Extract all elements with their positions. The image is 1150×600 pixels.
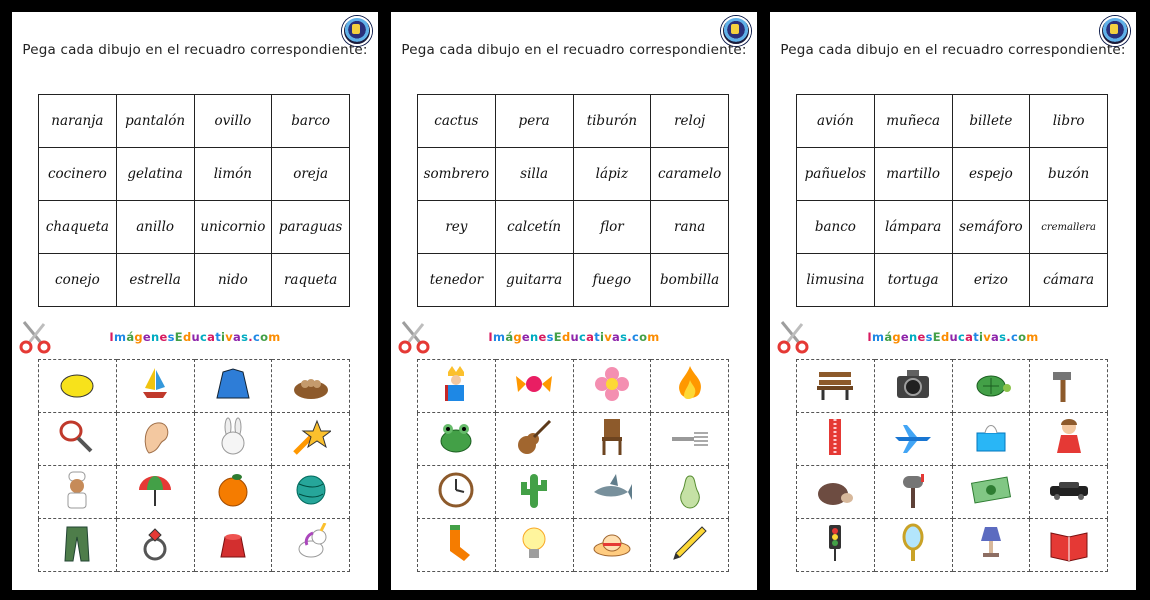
picture-cell xyxy=(194,413,272,466)
picture-cell xyxy=(116,519,194,572)
cactus-picture xyxy=(514,470,554,510)
word-cell: tenedor xyxy=(418,254,496,307)
picture-cell xyxy=(651,360,729,413)
website-label: ImágenesEducativas.com xyxy=(109,330,281,344)
word-row xyxy=(797,254,1108,307)
picture-row xyxy=(39,466,350,519)
picture-cell xyxy=(797,360,875,413)
ring-picture xyxy=(135,523,175,563)
bench-picture xyxy=(815,364,855,404)
picture-cell xyxy=(116,466,194,519)
picture-cell xyxy=(194,360,272,413)
picture-cell xyxy=(418,413,496,466)
tissues-picture xyxy=(971,417,1011,457)
picture-row xyxy=(797,466,1108,519)
shark-picture xyxy=(592,470,632,510)
picture-row xyxy=(39,519,350,572)
picture-cell xyxy=(116,360,194,413)
picture-cell xyxy=(39,519,117,572)
word-grid xyxy=(38,94,350,307)
unicorn-picture xyxy=(291,523,331,563)
picture-row xyxy=(418,466,729,519)
word-cell: banco xyxy=(797,201,875,254)
picture-cell xyxy=(874,360,952,413)
worksheet-2 xyxy=(391,12,757,590)
picture-row xyxy=(418,360,729,413)
airplane-picture xyxy=(893,417,933,457)
instruction-text: Pega cada dibujo en el recuadro correspondiente: xyxy=(780,42,1126,58)
word-row xyxy=(39,95,350,148)
word-cell: buzón xyxy=(1030,148,1108,201)
word-cell: limusina xyxy=(797,254,875,307)
word-row xyxy=(797,201,1108,254)
picture-cell xyxy=(651,466,729,519)
picture-grid xyxy=(417,359,729,572)
word-cell: conejo xyxy=(39,254,117,307)
jelly-picture xyxy=(213,523,253,563)
sock-picture xyxy=(436,523,476,563)
word-cell: libro xyxy=(1030,95,1108,148)
word-cell: naranja xyxy=(39,95,117,148)
chair-picture xyxy=(592,417,632,457)
picture-cell xyxy=(272,360,350,413)
picture-grid xyxy=(38,359,350,572)
word-cell: tiburón xyxy=(573,95,651,148)
yarn-ball-picture xyxy=(291,470,331,510)
word-cell: rey xyxy=(418,201,496,254)
picture-cell xyxy=(952,360,1030,413)
picture-cell xyxy=(116,413,194,466)
picture-cell xyxy=(797,519,875,572)
trousers-picture xyxy=(57,523,97,563)
worksheet-3 xyxy=(770,12,1136,590)
word-cell: barco xyxy=(272,95,350,148)
picture-cell xyxy=(797,466,875,519)
doll-picture xyxy=(1049,417,1089,457)
racket-picture xyxy=(57,417,97,457)
lemon-picture xyxy=(57,364,97,404)
picture-cell xyxy=(874,413,952,466)
picture-cell xyxy=(1030,360,1108,413)
pear-picture xyxy=(670,470,710,510)
word-cell: semáforo xyxy=(952,201,1030,254)
word-cell: pera xyxy=(495,95,573,148)
word-cell: chaqueta xyxy=(39,201,117,254)
hammer-picture xyxy=(1049,364,1089,404)
picture-cell xyxy=(418,519,496,572)
mirror-picture xyxy=(893,523,933,563)
umbrella-picture xyxy=(135,470,175,510)
picture-cell xyxy=(39,466,117,519)
word-cell: raqueta xyxy=(272,254,350,307)
word-cell: ovillo xyxy=(194,95,272,148)
word-row xyxy=(418,201,729,254)
word-cell: cámara xyxy=(1030,254,1108,307)
bunny-picture xyxy=(213,417,253,457)
word-cell: avión xyxy=(797,95,875,148)
word-grid xyxy=(796,94,1108,307)
picture-cell xyxy=(495,360,573,413)
word-cell: martillo xyxy=(874,148,952,201)
word-cell: flor xyxy=(573,201,651,254)
mailbox-picture xyxy=(893,470,933,510)
camera-picture xyxy=(893,364,933,404)
word-cell: pañuelos xyxy=(797,148,875,201)
word-cell: anillo xyxy=(116,201,194,254)
instruction-text: Pega cada dibujo en el recuadro correspondiente: xyxy=(401,42,747,58)
word-cell: tortuga xyxy=(874,254,952,307)
word-cell: cactus xyxy=(418,95,496,148)
picture-row xyxy=(418,413,729,466)
word-cell: pantalón xyxy=(116,95,194,148)
shooting-star-picture xyxy=(291,417,331,457)
word-row xyxy=(39,148,350,201)
word-cell: fuego xyxy=(573,254,651,307)
word-row xyxy=(418,95,729,148)
picture-cell xyxy=(495,413,573,466)
picture-cell xyxy=(418,466,496,519)
word-cell: oreja xyxy=(272,148,350,201)
picture-cell xyxy=(194,519,272,572)
word-cell: unicornio xyxy=(194,201,272,254)
picture-cell xyxy=(952,413,1030,466)
guitar-picture xyxy=(514,417,554,457)
word-cell: caramelo xyxy=(651,148,729,201)
picture-cell xyxy=(1030,519,1108,572)
ear-picture xyxy=(135,417,175,457)
picture-cell xyxy=(573,519,651,572)
word-cell: cocinero xyxy=(39,148,117,201)
picture-row xyxy=(797,413,1108,466)
word-row xyxy=(418,254,729,307)
word-row xyxy=(39,201,350,254)
picture-grid xyxy=(796,359,1108,572)
picture-cell xyxy=(495,519,573,572)
nest-picture xyxy=(291,364,331,404)
king-picture xyxy=(436,364,476,404)
word-cell: calcetín xyxy=(495,201,573,254)
limousine-picture xyxy=(1049,470,1089,510)
word-cell: guitarra xyxy=(495,254,573,307)
picture-cell xyxy=(272,519,350,572)
word-cell: billete xyxy=(952,95,1030,148)
picture-cell xyxy=(573,413,651,466)
word-cell: lápiz xyxy=(573,148,651,201)
flower-picture xyxy=(592,364,632,404)
word-cell: reloj xyxy=(651,95,729,148)
picture-row xyxy=(39,360,350,413)
picture-cell xyxy=(952,519,1030,572)
word-cell: espejo xyxy=(952,148,1030,201)
candy-picture xyxy=(514,364,554,404)
jacket-picture xyxy=(213,364,253,404)
picture-cell xyxy=(272,466,350,519)
picture-row xyxy=(418,519,729,572)
clock-picture xyxy=(436,470,476,510)
lightbulb-picture xyxy=(514,523,554,563)
word-row xyxy=(797,95,1108,148)
picture-cell xyxy=(39,360,117,413)
turtle-picture xyxy=(971,364,1011,404)
picture-cell xyxy=(495,466,573,519)
banknote-picture xyxy=(971,470,1011,510)
word-cell: lámpara xyxy=(874,201,952,254)
word-cell: gelatina xyxy=(116,148,194,201)
picture-cell xyxy=(194,466,272,519)
pencil-picture xyxy=(670,523,710,563)
word-row xyxy=(39,254,350,307)
traffic-light-picture xyxy=(815,523,855,563)
zipper-picture xyxy=(815,417,855,457)
word-cell: erizo xyxy=(952,254,1030,307)
picture-cell xyxy=(952,466,1030,519)
cook-picture xyxy=(57,470,97,510)
word-cell: estrella xyxy=(116,254,194,307)
picture-cell xyxy=(418,360,496,413)
word-cell: bombilla xyxy=(651,254,729,307)
website-label: ImágenesEducativas.com xyxy=(488,330,660,344)
word-row xyxy=(797,148,1108,201)
word-cell: silla xyxy=(495,148,573,201)
picture-cell xyxy=(272,413,350,466)
picture-cell xyxy=(39,413,117,466)
book-picture xyxy=(1049,523,1089,563)
picture-cell xyxy=(874,466,952,519)
picture-cell xyxy=(651,413,729,466)
lamp-picture xyxy=(971,523,1011,563)
picture-cell xyxy=(573,360,651,413)
instruction-text: Pega cada dibujo en el recuadro correspondiente: xyxy=(22,42,368,58)
orange-picture xyxy=(213,470,253,510)
picture-row xyxy=(797,360,1108,413)
picture-cell xyxy=(874,519,952,572)
word-cell: limón xyxy=(194,148,272,201)
word-cell: paraguas xyxy=(272,201,350,254)
picture-cell xyxy=(1030,413,1108,466)
picture-cell xyxy=(797,413,875,466)
frog-picture xyxy=(436,417,476,457)
picture-row xyxy=(797,519,1108,572)
hat-picture xyxy=(592,523,632,563)
word-grid xyxy=(417,94,729,307)
hedgehog-picture xyxy=(815,470,855,510)
sailboat-picture xyxy=(135,364,175,404)
word-cell: sombrero xyxy=(418,148,496,201)
fire-picture xyxy=(670,364,710,404)
worksheet-1 xyxy=(12,12,378,590)
website-label: ImágenesEducativas.com xyxy=(867,330,1039,344)
word-cell: cremallera xyxy=(1030,201,1108,254)
picture-cell xyxy=(651,519,729,572)
picture-row xyxy=(39,413,350,466)
picture-cell xyxy=(1030,466,1108,519)
fork-picture xyxy=(670,417,710,457)
word-cell: muñeca xyxy=(874,95,952,148)
word-cell: rana xyxy=(651,201,729,254)
picture-cell xyxy=(573,466,651,519)
word-cell: nido xyxy=(194,254,272,307)
word-row xyxy=(418,148,729,201)
